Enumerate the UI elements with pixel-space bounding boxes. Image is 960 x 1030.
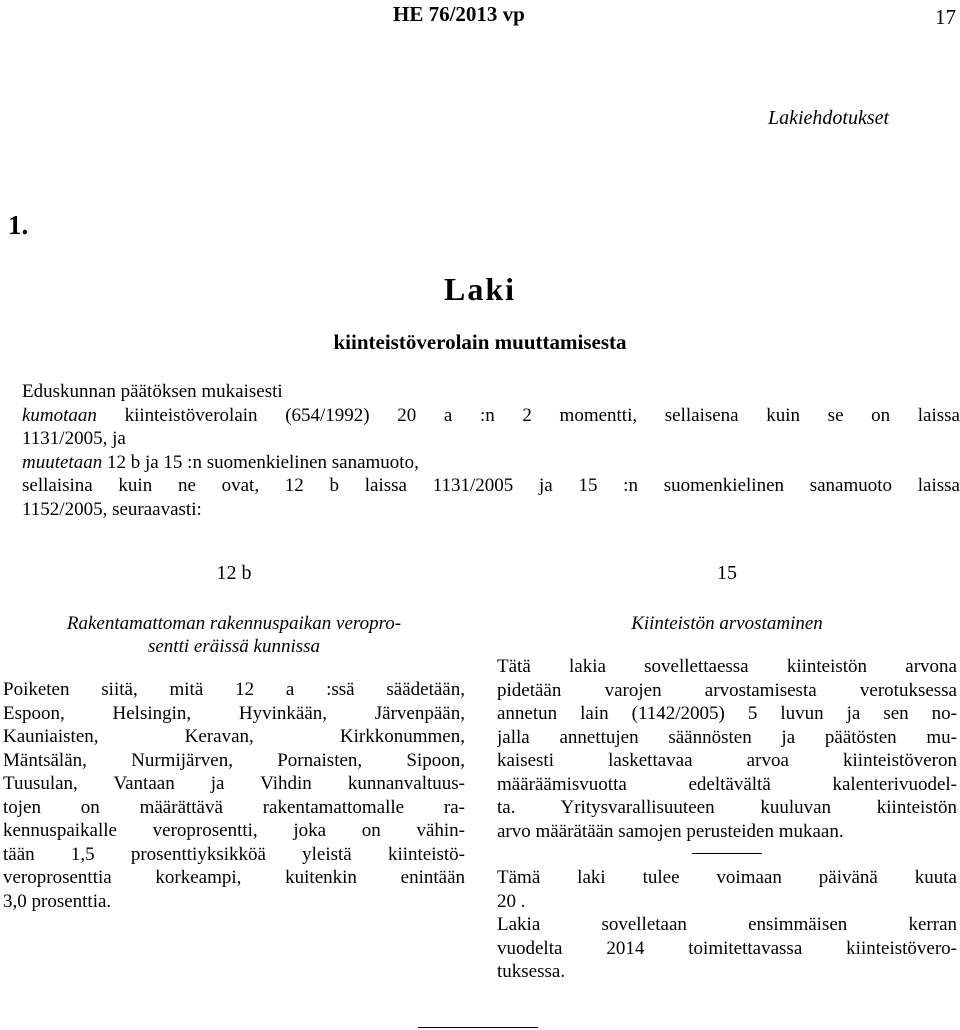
section-12b — [3, 562, 465, 913]
body-line: tojen on määrättävä rakentamattomalle ra- — [3, 796, 465, 818]
intro-line: sellaisina kuin ne ovat, 12 b laissa 1131/2005 ja 15 :n suomenkielinen sanamuoto laissa — [22, 475, 960, 496]
section-body — [497, 655, 957, 843]
enactment-intro — [22, 380, 960, 521]
intro-line: 1152/2005, seuraavasti: — [22, 498, 202, 520]
page-number: 17 — [935, 5, 956, 29]
section-body — [3, 678, 465, 913]
intro-line-amend: muutetaan 12 b ja 15 :n suomenkielinen sanamuoto, — [22, 451, 419, 473]
body-line: arvo määrätään samojen perusteiden mukaan. — [497, 820, 844, 842]
body-line: Tätä lakia sovellettaessa kiinteistön arvona — [497, 656, 957, 677]
section-label: Lakiehdotukset — [768, 107, 890, 129]
body-line: Mäntsälän, Nurmijärven, Pornaisten, Sipoon, — [3, 749, 465, 771]
body-line: Espoon, Helsingin, Hyvinkään, Järvenpään, — [3, 702, 465, 724]
section-heading-line: Rakentamattoman rakennuspaikan veropro- — [66, 613, 402, 634]
intro-line: 1131/2005, ja — [22, 428, 126, 449]
body-line: määräämisvuotta edeltävältä kalenterivuodel- — [497, 773, 957, 795]
body-line: kaisesti laskettavaa arvoa kiinteistöveron — [497, 750, 957, 771]
section-divider — [692, 853, 762, 854]
section-heading-line: sentti eräissä kunnissa — [147, 636, 321, 657]
closing-line: 20 . — [497, 890, 526, 912]
section-heading — [497, 612, 957, 635]
body-line: tään 1,5 prosenttiyksikköä yleistä kiinteistö- — [3, 843, 465, 865]
intro-line-repeal: kumotaan kiinteistöverolain (654/1992) 20 a :n 2 momentti, sellaisena kuin se on laissa — [22, 404, 960, 426]
section-number: 15 — [717, 562, 737, 584]
end-rule — [418, 1027, 538, 1028]
closing-line: vuodelta 2014 toimitettavassa kiinteistövero- — [497, 937, 957, 959]
law-number: 1. — [8, 210, 29, 240]
section-15 — [497, 562, 957, 984]
section-heading-line: Kiinteistön arvostaminen — [631, 613, 823, 634]
closing-line: Tämä laki tulee voimaan päivänä kuuta — [497, 867, 957, 888]
intro-line: Eduskunnan päätöksen mukaisesti — [22, 381, 283, 402]
section-heading — [3, 612, 465, 658]
law-subtitle: kiinteistöverolain muuttamisesta — [333, 330, 627, 354]
body-line: jalla annettujen säännösten ja päätösten mu- — [497, 726, 957, 748]
body-line: Tuusulan, Vantaan ja Vihdin kunnanvaltuus- — [3, 773, 465, 794]
body-line: Poiketen siitä, mitä 12 a :ssä säädetään, — [3, 679, 465, 700]
document-header-title: HE 76/2013 vp — [393, 2, 525, 26]
body-line: pidetään varojen arvostamisesta verotuksessa — [497, 679, 957, 701]
body-line: kennuspaikalle veroprosentti, joka on vähin- — [3, 820, 465, 841]
closing-line: tuksessa. — [497, 961, 566, 982]
body-line: veroprosenttia korkeampi, kuitenkin enintään — [3, 867, 465, 888]
entry-into-force — [497, 866, 957, 984]
body-line: 3,0 prosenttia. — [3, 890, 112, 912]
section-number: 12 b — [216, 562, 252, 584]
closing-line: Lakia sovelletaan ensimmäisen kerran — [497, 914, 957, 935]
body-line: annetun lain (1142/2005) 5 luvun ja sen no- — [497, 703, 957, 724]
body-line: ta. Yritysvarallisuuteen kuuluvan kiinteistön — [497, 797, 957, 818]
body-line: Kauniaisten, Keravan, Kirkkonummen, — [3, 726, 465, 747]
law-title: Laki — [443, 271, 517, 307]
